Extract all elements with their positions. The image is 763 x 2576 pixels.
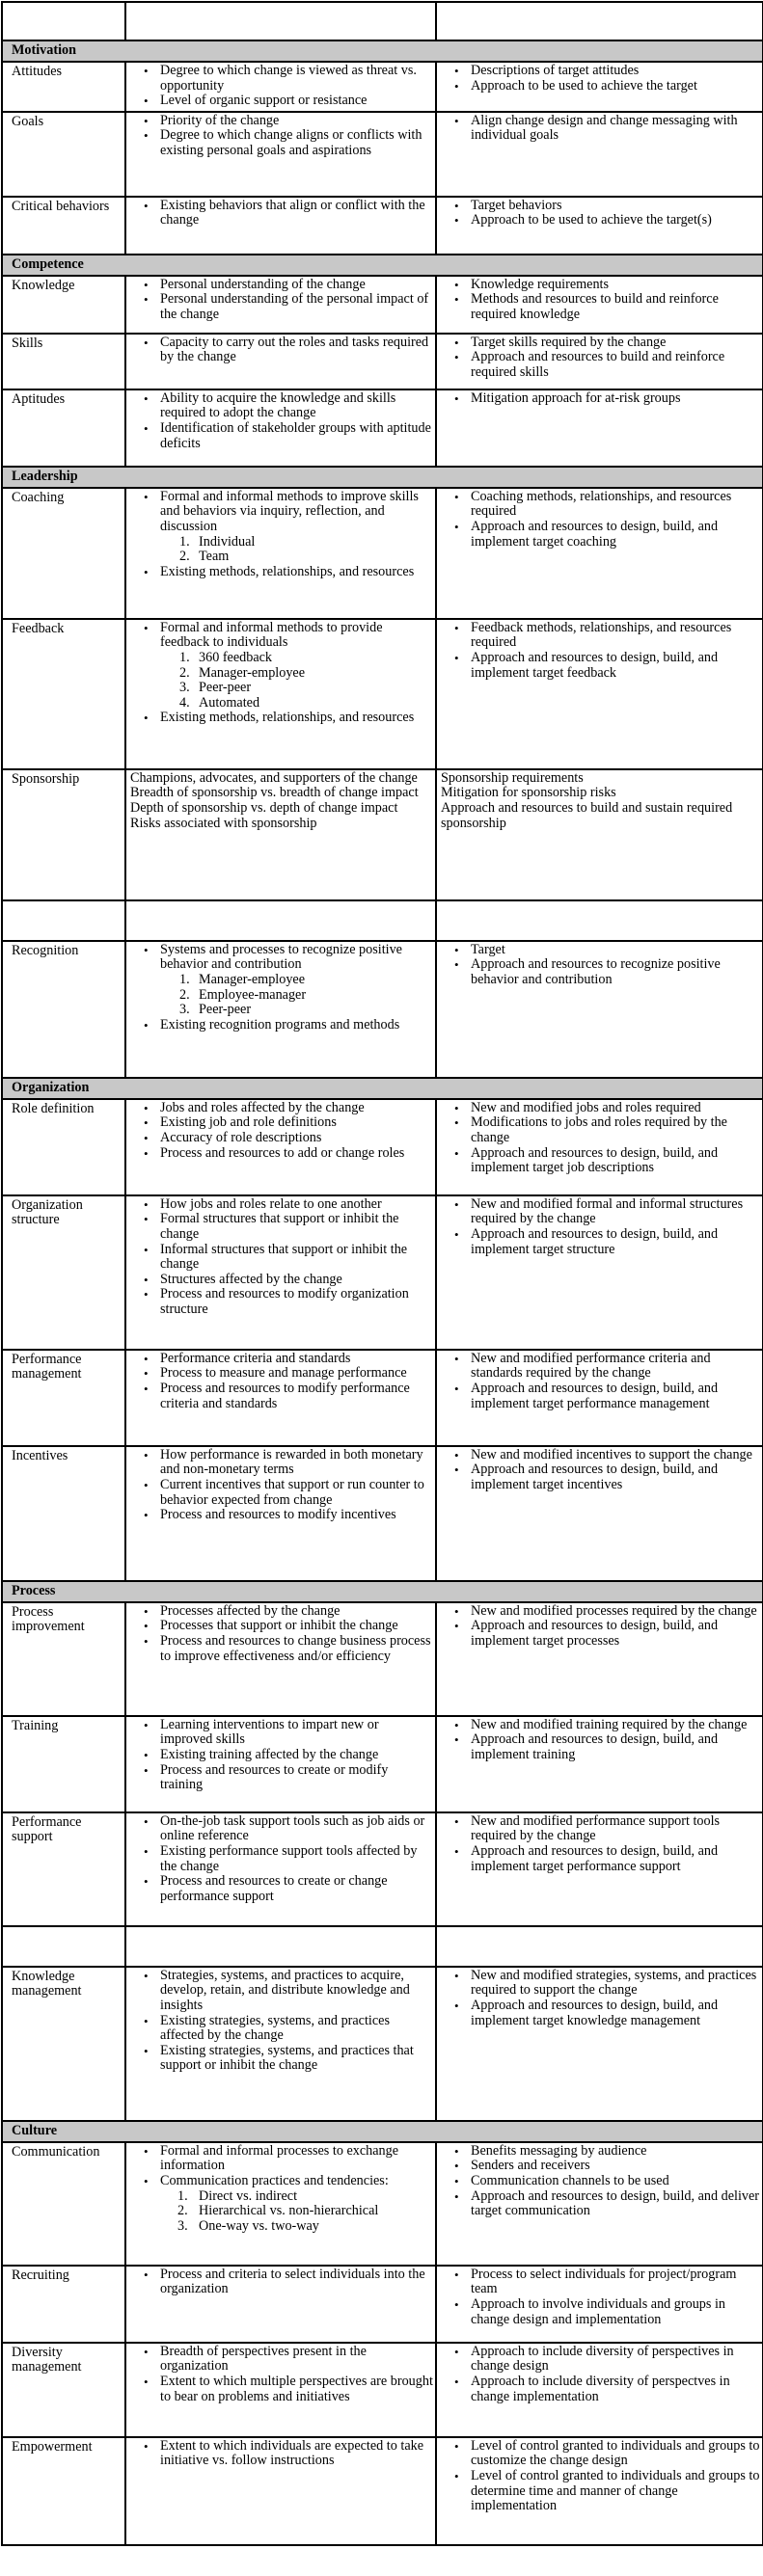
list-item: • Approach and resources to design, build, and implement target performance support [471, 1844, 760, 1874]
list-item: • Feedback methods, relationships, and resources required [471, 621, 760, 651]
sub-list-item-text: Manager-employee [199, 664, 306, 681]
table-row-communication [2, 2142, 763, 2266]
list-item: • Existing methods, relationships, and resources [160, 711, 433, 726]
target-state-cell [436, 2437, 763, 2545]
list-item: • Processes affected by the change [160, 1604, 433, 1620]
list-item: • New and modified incentives to support the change [471, 1448, 760, 1463]
target-state-cell [436, 769, 763, 900]
target-state-cell [436, 62, 763, 112]
current-state-cell [125, 62, 436, 112]
list-item: • Degree to which change is viewed as threat vs. opportunity [160, 64, 433, 94]
list-item: • New and modified strategies, systems, and practices required to support the change [471, 1969, 760, 1999]
sub-list-item: 4. Automated [179, 694, 260, 711]
current-state-cell [125, 276, 436, 334]
list-item: • Process to measure and manage performance [160, 1366, 433, 1382]
list-item: • Existing behaviors that align or conflict with the change [160, 199, 433, 228]
blank-cell [436, 1926, 763, 1967]
list-item: • Learning interventions to impart new or improved skills [160, 1718, 433, 1748]
blank-cell [436, 2, 763, 40]
list-item: • Approach and resources to design, build, and implement target job descriptions [471, 1146, 760, 1176]
list-item: • Strategies, systems, and practices to acquire, develop, retain, and distribute knowledge and insights [160, 1969, 433, 2014]
list-item: • Extent to which individuals are expected to take initiative vs. follow instructions [160, 2439, 433, 2469]
blank-cell [125, 2, 436, 40]
list-item-text: Formal and informal methods to improve skills and behaviors via inquiry, reflection, and discussion [160, 488, 419, 534]
table-row-diversity-management [2, 2343, 763, 2437]
row-label: Organization structure [2, 1195, 125, 1350]
blank-row [2, 900, 763, 941]
sub-list-item-text: Peer-peer [199, 680, 252, 696]
list-item: • New and modified processes required by the change [471, 1604, 760, 1620]
list-item: • Level of control granted to individuals and groups to customize the change design [471, 2439, 760, 2469]
list-item: • Mitigation approach for at-risk groups [471, 391, 760, 407]
section-title: Process [2, 1581, 763, 1602]
list-item: • Breadth of perspectives present in the organization [160, 2345, 433, 2375]
row-label: Skills [2, 334, 125, 389]
current-state-cell [125, 2266, 436, 2343]
sub-list-item: 2. Manager-employee [179, 664, 306, 681]
list-item: • Accuracy of role descriptions [160, 1131, 433, 1146]
list-item: • Approach to include diversity of perspectves in change implementation [471, 2375, 760, 2404]
target-state-cell [436, 112, 763, 197]
sub-list-item: 2. Employee-manager [179, 986, 307, 1003]
list-item [160, 621, 433, 711]
table-row-process-improvement [2, 1602, 763, 1716]
sub-list-item-text: Peer-peer [199, 1002, 252, 1018]
table-row-aptitudes [2, 389, 763, 467]
blank-cell [125, 900, 436, 941]
table-row-knowledge [2, 276, 763, 334]
list-item: • New and modified performance support tools required by the change [471, 1814, 760, 1844]
blank-cell [2, 900, 125, 941]
list-item: • Process and criteria to select individuals into the organization [160, 2267, 433, 2297]
sub-list-item-text: Manager-employee [199, 971, 306, 987]
table-row-empowerment [2, 2437, 763, 2545]
section-title: Organization [2, 1078, 763, 1099]
table-row-critical-behaviors [2, 197, 763, 255]
current-state-cell [125, 389, 436, 467]
current-state-cell [125, 2142, 436, 2266]
table-row-feedback [2, 619, 763, 769]
list-item: • Approach to include diversity of perspectives in change design [471, 2345, 760, 2375]
list-item: • Benefits messaging by audience [471, 2144, 760, 2160]
list-item: • Senders and receivers [471, 2159, 760, 2174]
list-item: • New and modified jobs and roles required [471, 1101, 760, 1116]
current-state-cell [125, 2437, 436, 2545]
table-row-performance-support [2, 1812, 763, 1926]
list-item: • Approach to involve individuals and groups in change design and implementation [471, 2297, 760, 2327]
blank-row [2, 1926, 763, 1967]
blank-cell [2, 2, 125, 40]
list-item: • Descriptions of target attitudes [471, 64, 760, 79]
list-item: • Process and resources to modify organization structure [160, 1287, 433, 1317]
list-item [160, 2174, 433, 2234]
list-item: • Current incentives that support or run counter to behavior expected from change [160, 1478, 433, 1508]
list-item: • Approach and resources to design, build, and implement target structure [471, 1227, 760, 1257]
row-label: Performance management [2, 1350, 125, 1446]
list-item: • New and modified performance criteria and standards required by the change [471, 1352, 760, 1382]
target-state-cell [436, 1602, 763, 1716]
list-item: • Approach and resources to build and reinforce required skills [471, 350, 760, 380]
list-item: • Approach and resources to design, build, and implement target incentives [471, 1462, 760, 1492]
list-item: • Process and resources to add or change roles [160, 1146, 433, 1162]
list-item: • Approach to be used to achieve the target [471, 79, 760, 94]
section-title: Culture [2, 2121, 763, 2142]
current-state-cell [125, 1350, 436, 1446]
row-label: Goals [2, 112, 125, 197]
list-item: • Target behaviors [471, 199, 760, 214]
row-label: Aptitudes [2, 389, 125, 467]
sub-list-item: 1. Manager-employee [179, 971, 306, 987]
list-item: • How performance is rewarded in both monetary and non-monetary terms [160, 1448, 433, 1478]
sub-list-item: 1. Direct vs. indirect [177, 2187, 298, 2204]
text-line: Risks associated with sponsorship [130, 815, 317, 831]
section-title: Competence [2, 255, 763, 276]
target-state-cell [436, 1099, 763, 1195]
row-label: Knowledge management [2, 1967, 125, 2121]
target-state-cell [436, 197, 763, 255]
text-line: Breadth of sponsorship vs. breadth of change impact [130, 785, 419, 801]
text-line: Champions, advocates, and supporters of the change [130, 769, 418, 786]
list-item: • Communication channels to be used [471, 2174, 760, 2189]
list-item: • New and modified training required by the change [471, 1718, 760, 1733]
list-item: • Approach and resources to design, build, and implement target feedback [471, 651, 760, 681]
current-state-cell [125, 2343, 436, 2437]
text-line: Mitigation for sponsorship risks [441, 785, 616, 801]
row-label: Recognition [2, 941, 125, 1078]
list-item: • Approach and resources to design, build, and implement target performance management [471, 1382, 760, 1411]
current-state-cell [125, 334, 436, 389]
table-row-recruiting [2, 2266, 763, 2343]
list-item: • Process and resources to create or change performance support [160, 1874, 433, 1904]
list-item: • Align change design and change messaging with individual goals [471, 114, 760, 144]
section-header-leadership [2, 467, 763, 488]
sub-list-item: 3. One-way vs. two-way [177, 2217, 319, 2234]
sub-list-item-text: Automated [199, 694, 260, 711]
sub-list-item-text: Hierarchical vs. non-hierarchical [199, 2203, 379, 2219]
table-row-goals [2, 112, 763, 197]
section-header-culture [2, 2121, 763, 2142]
row-label: Training [2, 1716, 125, 1812]
change-dimensions-table [1, 1, 763, 2546]
list-item: • On-the-job task support tools such as job aids or online reference [160, 1814, 433, 1844]
target-state-cell [436, 941, 763, 1078]
sub-list-item: 3. Peer-peer [179, 1002, 252, 1018]
row-label: Critical behaviors [2, 197, 125, 255]
list-item: • Process and resources to change business process to improve effectiveness and/or efficiency [160, 1634, 433, 1664]
section-header-motivation [2, 40, 763, 62]
sub-list-item-text: 360 feedback [199, 649, 273, 665]
current-state-cell [125, 619, 436, 769]
target-state-cell [436, 619, 763, 769]
row-label: Communication [2, 2142, 125, 2266]
list-item: • Identification of stakeholder groups with aptitude deficits [160, 421, 433, 451]
list-item: • Process and resources to create or modify training [160, 1763, 433, 1793]
text-line: Approach and resources to build and sustain required sponsorship [441, 799, 733, 831]
text-line: Depth of sponsorship vs. depth of change impact [130, 799, 398, 816]
list-item: • Modifications to jobs and roles required by the change [471, 1115, 760, 1145]
row-label: Performance support [2, 1812, 125, 1926]
sub-list-item-text: Direct vs. indirect [199, 2187, 298, 2204]
list-item: • Personal understanding of the change [160, 278, 433, 293]
table-row-incentives [2, 1446, 763, 1581]
row-label: Attitudes [2, 62, 125, 112]
target-state-cell [436, 1195, 763, 1350]
list-item: • Existing performance support tools affected by the change [160, 1844, 433, 1874]
target-state-cell [436, 334, 763, 389]
row-label: Role definition [2, 1099, 125, 1195]
table-row-coaching [2, 488, 763, 619]
sub-list-item: 1. Individual [179, 533, 256, 550]
list-item: • Formal and informal processes to exchange information [160, 2144, 433, 2174]
list-item: • Ability to acquire the knowledge and skills required to adopt the change [160, 391, 433, 421]
list-item: • New and modified formal and informal structures required by the change [471, 1197, 760, 1227]
row-label: Knowledge [2, 276, 125, 334]
list-item [160, 490, 433, 565]
target-state-cell [436, 2142, 763, 2266]
row-label: Diversity management [2, 2343, 125, 2437]
list-item: • Target skills required by the change [471, 335, 760, 351]
list-item: • Performance criteria and standards [160, 1352, 433, 1367]
section-title: Motivation [2, 40, 763, 62]
list-item: • Personal understanding of the personal impact of the change [160, 292, 433, 322]
list-item: • Degree to which change aligns or conflicts with existing personal goals and aspirations [160, 128, 433, 158]
text-line: Sponsorship requirements [441, 769, 584, 786]
current-state-cell [125, 941, 436, 1078]
table-row-role-definition [2, 1099, 763, 1195]
list-item: • Process and resources to modify performance criteria and standards [160, 1382, 433, 1411]
list-item: • Approach and resources to recognize positive behavior and contribution [471, 957, 760, 987]
sub-list-item-text: Individual [199, 533, 256, 550]
current-state-cell [125, 1446, 436, 1581]
list-item [160, 943, 433, 1018]
sub-list-item-text: Team [199, 549, 230, 565]
current-state-cell [125, 1099, 436, 1195]
list-item: • Methods and resources to build and reinforce required knowledge [471, 292, 760, 322]
list-item: • Existing job and role definitions [160, 1115, 433, 1131]
list-item: • Existing methods, relationships, and resources [160, 565, 433, 580]
list-item: • Target [471, 943, 760, 958]
blank-cell [2, 1926, 125, 1967]
current-state-cell [125, 1195, 436, 1350]
current-state-cell [125, 1812, 436, 1926]
list-item: • Informal structures that support or inhibit the change [160, 1243, 433, 1273]
sub-list-item: 1. 360 feedback [179, 649, 273, 665]
list-item: • Approach and resources to design, build, and implement training [471, 1732, 760, 1762]
table-row-organization-structure [2, 1195, 763, 1350]
section-header-organization [2, 1078, 763, 1099]
target-state-cell [436, 389, 763, 467]
target-state-cell [436, 1967, 763, 2121]
blank-cell [125, 1926, 436, 1967]
current-state-cell [125, 112, 436, 197]
current-state-cell [125, 488, 436, 619]
list-item: • Level of control granted to individuals and groups to determine time and manner of change implementation [471, 2469, 760, 2514]
table-row-performance-management [2, 1350, 763, 1446]
list-item: • Approach and resources to design, build, and implement target coaching [471, 520, 760, 550]
list-item: • Structures affected by the change [160, 1273, 433, 1288]
section-title: Leadership [2, 467, 763, 488]
current-state-cell [125, 769, 436, 900]
target-state-cell [436, 488, 763, 619]
section-header-competence [2, 255, 763, 276]
current-state-cell [125, 1602, 436, 1716]
list-item: • Existing strategies, systems, and practices affected by the change [160, 2014, 433, 2044]
blank-cell [436, 900, 763, 941]
table-row-attitudes [2, 62, 763, 112]
table-row-recognition [2, 941, 763, 1078]
target-state-cell [436, 2266, 763, 2343]
target-state-cell [436, 1446, 763, 1581]
list-item-text: Formal and informal methods to provide feedback to individuals [160, 619, 383, 651]
sub-list-item: 2. Hierarchical vs. non-hierarchical [177, 2203, 379, 2219]
table-row-sponsorship [2, 769, 763, 900]
row-label: Process improvement [2, 1602, 125, 1716]
target-state-cell [436, 276, 763, 334]
row-label: Incentives [2, 1446, 125, 1581]
list-item: • Approach and resources to design, build, and deliver target communication [471, 2189, 760, 2219]
row-label: Sponsorship [2, 769, 125, 900]
list-item: • Processes that support or inhibit the change [160, 1619, 433, 1634]
sub-list-item-text: One-way vs. two-way [199, 2217, 319, 2234]
list-item: • Jobs and roles affected by the change [160, 1101, 433, 1116]
list-item: • Knowledge requirements [471, 278, 760, 293]
list-item: • How jobs and roles relate to one another [160, 1197, 433, 1213]
list-item: • Approach to be used to achieve the target(s) [471, 213, 760, 228]
sub-list-item: 2. Team [179, 549, 230, 565]
list-item: • Existing recognition programs and methods [160, 1018, 433, 1033]
blank-header-row [2, 2, 763, 40]
list-item: • Level of organic support or resistance [160, 94, 433, 109]
list-item: • Extent to which multiple perspectives are brought to bear on problems and initiatives [160, 2375, 433, 2404]
sub-list-item: 3. Peer-peer [179, 680, 252, 696]
target-state-cell [436, 2343, 763, 2437]
list-item: • Existing training affected by the change [160, 1748, 433, 1763]
target-state-cell [436, 1350, 763, 1446]
row-label: Empowerment [2, 2437, 125, 2545]
row-label: Recruiting [2, 2266, 125, 2343]
row-label: Coaching [2, 488, 125, 619]
list-item: • Coaching methods, relationships, and resources required [471, 490, 760, 520]
table-row-skills [2, 334, 763, 389]
list-item: • Existing strategies, systems, and practices that support or inhibit the change [160, 2044, 433, 2074]
list-item: • Process and resources to modify incentives [160, 1508, 433, 1523]
table-row-knowledge-management [2, 1967, 763, 2121]
list-item: • Approach and resources to design, build, and implement target knowledge management [471, 1999, 760, 2028]
current-state-cell [125, 1716, 436, 1812]
list-item: • Approach and resources to design, build, and implement target processes [471, 1619, 760, 1649]
list-item: • Capacity to carry out the roles and tasks required by the change [160, 335, 433, 365]
row-label: Feedback [2, 619, 125, 769]
table-row-training [2, 1716, 763, 1812]
list-item-text: Systems and processes to recognize positive behavior and contribution [160, 941, 402, 973]
list-item: • Formal structures that support or inhibit the change [160, 1212, 433, 1242]
list-item-text: Communication practices and tendencies: [160, 2172, 389, 2188]
current-state-cell [125, 197, 436, 255]
section-header-process [2, 1581, 763, 1602]
list-item: • Priority of the change [160, 114, 433, 129]
current-state-cell [125, 1967, 436, 2121]
sub-list-item-text: Employee-manager [199, 986, 307, 1003]
list-item: • Process to select individuals for project/program team [471, 2267, 760, 2297]
target-state-cell [436, 1812, 763, 1926]
target-state-cell [436, 1716, 763, 1812]
